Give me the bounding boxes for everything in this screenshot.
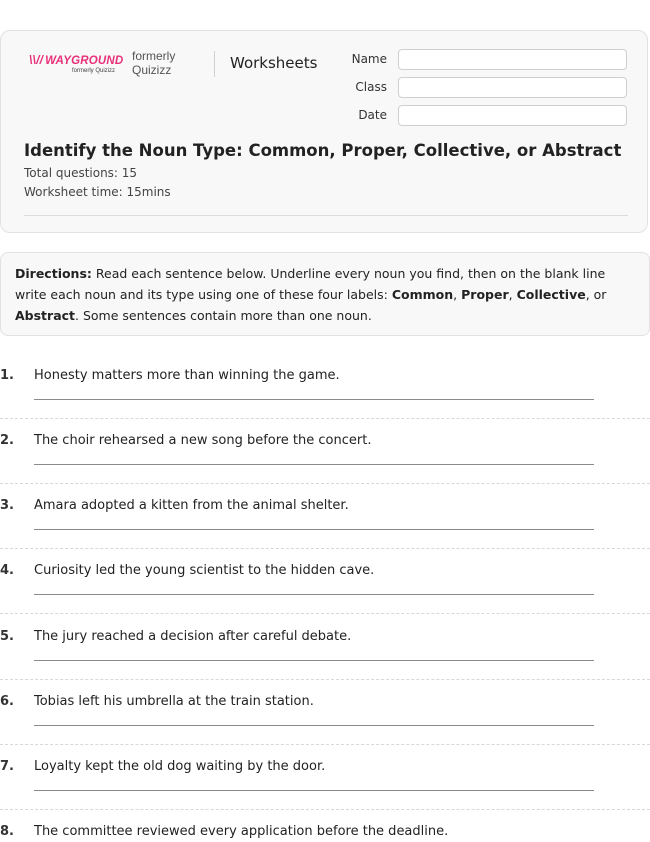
worksheet-title: Identify the Noun Type: Common, Proper, Collective, or Abstract (24, 141, 622, 160)
header-divider (214, 51, 215, 77)
worksheet-time: Worksheet time: 15mins (24, 185, 171, 199)
directions-box: Directions: Read each sentence below. Underline every noun you find, then on the blank line write each noun and its type using one of these four labels: Common, Proper, Collective, or Abstract. Some sentences contain more than one noun. (0, 252, 650, 336)
total-questions: Total questions: 15 (24, 166, 138, 180)
answer-line[interactable] (34, 399, 594, 400)
answer-line[interactable] (34, 660, 594, 661)
question-separator (0, 613, 650, 614)
answer-line[interactable] (34, 529, 594, 530)
question-separator (0, 418, 650, 419)
wayground-logo (29, 53, 124, 74)
section-title: Worksheets (230, 54, 318, 72)
label-abstract: Abstract (15, 308, 76, 323)
question-text: Loyalty kept the old dog waiting by the door. (34, 759, 326, 774)
directions-lead: Directions: (15, 266, 92, 281)
question-4 (0, 563, 650, 628)
answer-line[interactable] (34, 725, 594, 726)
logo-subtext: formerly Quizizz (71, 68, 115, 74)
question-5 (0, 629, 650, 694)
name-label: Name (351, 52, 387, 66)
question-number: 8. (0, 824, 14, 839)
class-field[interactable] (398, 77, 627, 98)
question-text: The committee reviewed every application before the deadline. (34, 824, 449, 839)
question-separator (0, 809, 650, 810)
answer-line[interactable] (34, 464, 594, 465)
name-field[interactable] (398, 49, 627, 70)
question-separator (0, 744, 650, 745)
label-collective: Collective (516, 287, 586, 302)
question-7 (0, 759, 650, 824)
question-number: 6. (0, 694, 14, 709)
question-number: 5. (0, 629, 14, 644)
logo-text: WAYGROUND (45, 55, 124, 67)
question-text: Curiosity led the young scientist to the hidden cave. (34, 563, 375, 578)
question-8 (0, 824, 650, 842)
question-separator (0, 548, 650, 549)
answer-line[interactable] (34, 790, 594, 791)
question-separator (0, 679, 650, 680)
question-text: The choir rehearsed a new song before the concert. (34, 433, 372, 448)
question-text: The jury reached a decision after careful debate. (34, 629, 352, 644)
question-text: Amara adopted a kitten from the animal shelter. (34, 498, 349, 513)
formerly-quizizz-label: formerly Quizizz (132, 49, 176, 77)
question-text: Tobias left his umbrella at the train station. (34, 694, 314, 709)
label-proper: Proper (461, 287, 509, 302)
date-label: Date (358, 108, 387, 122)
question-6 (0, 694, 650, 759)
question-number: 3. (0, 498, 14, 513)
header-rule (24, 215, 628, 216)
question-1 (0, 368, 650, 433)
logo-mark-icon: \\// (29, 53, 44, 67)
question-3 (0, 498, 650, 563)
question-2 (0, 433, 650, 498)
question-text: Honesty matters more than winning the game. (34, 368, 340, 383)
worksheet-header (0, 30, 648, 233)
date-field[interactable] (398, 105, 627, 126)
question-separator (0, 483, 650, 484)
question-number: 4. (0, 563, 14, 578)
answer-line[interactable] (34, 594, 594, 595)
question-number: 2. (0, 433, 14, 448)
question-number: 1. (0, 368, 14, 383)
question-number: 7. (0, 759, 14, 774)
class-label: Class (355, 80, 387, 94)
label-common: Common (391, 287, 454, 302)
